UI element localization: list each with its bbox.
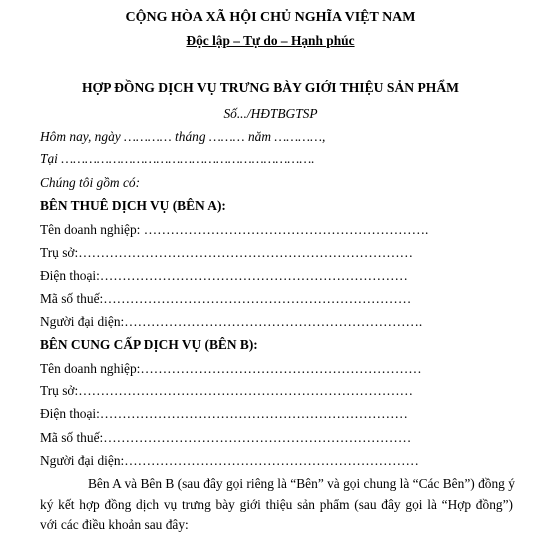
party-a-heading: BÊN THUÊ DỊCH VỤ (BÊN A): — [40, 198, 226, 213]
contract-title: HỢP ĐỒNG DỊCH VỤ TRƯNG BÀY GIỚI THIỆU SẢN PHẨM — [81, 80, 459, 95]
party-b-phone-field: Điện thoại:…………………………………………………………… — [40, 406, 408, 421]
party-a-representative-field: Người đại diện:…………………………………………………………. — [40, 314, 423, 329]
party-b-representative-field: Người đại diện:………………………………………………………… — [40, 453, 419, 468]
agreement-line-3: với các điều khoản sau đây: — [40, 517, 189, 532]
agreement-line-2: ký kết hợp đồng dịch vụ trưng bày giới thiệu sản phẩm (sau đây gọi là “Hợp đồng”) — [40, 497, 513, 512]
parties-intro: Chúng tôi gồm có: — [40, 175, 141, 190]
agreement-line-1: Bên A và Bên B (sau đây gọi riêng là “Bên” và gọi chung là “Các Bên”) đồng ý — [88, 476, 515, 491]
party-b-address-field: Trụ sở:………………………………………………………………… — [40, 383, 413, 398]
party-b-heading: BÊN CUNG CẤP DỊCH VỤ (BÊN B): — [40, 337, 258, 352]
date-line: Hôm nay, ngày ………… tháng ……… năm …………, — [40, 129, 326, 144]
contract-number: Số.../HĐTBGTSP — [223, 106, 318, 121]
party-b-company-field: Tên doanh nghiệp:……………………………………………………… — [40, 361, 422, 376]
place-line: Tại ………………………………………………………. — [40, 151, 315, 166]
party-a-company-field: Tên doanh nghiệp: ………………………………………………………. — [40, 222, 429, 237]
nation-heading: CỘNG HÒA XÃ HỘI CHỦ NGHĨA VIỆT NAM — [125, 10, 416, 25]
party-a-phone-field: Điện thoại:…………………………………………………………… — [40, 268, 408, 283]
party-b-tax-field: Mã số thuế:…………………………………………………………… — [40, 430, 412, 445]
party-a-tax-field: Mã số thuế:…………………………………………………………… — [40, 291, 412, 306]
motto: Độc lập – Tự do – Hạnh phúc — [186, 33, 355, 48]
party-a-address-field: Trụ sở:………………………………………………………………… — [40, 245, 413, 260]
